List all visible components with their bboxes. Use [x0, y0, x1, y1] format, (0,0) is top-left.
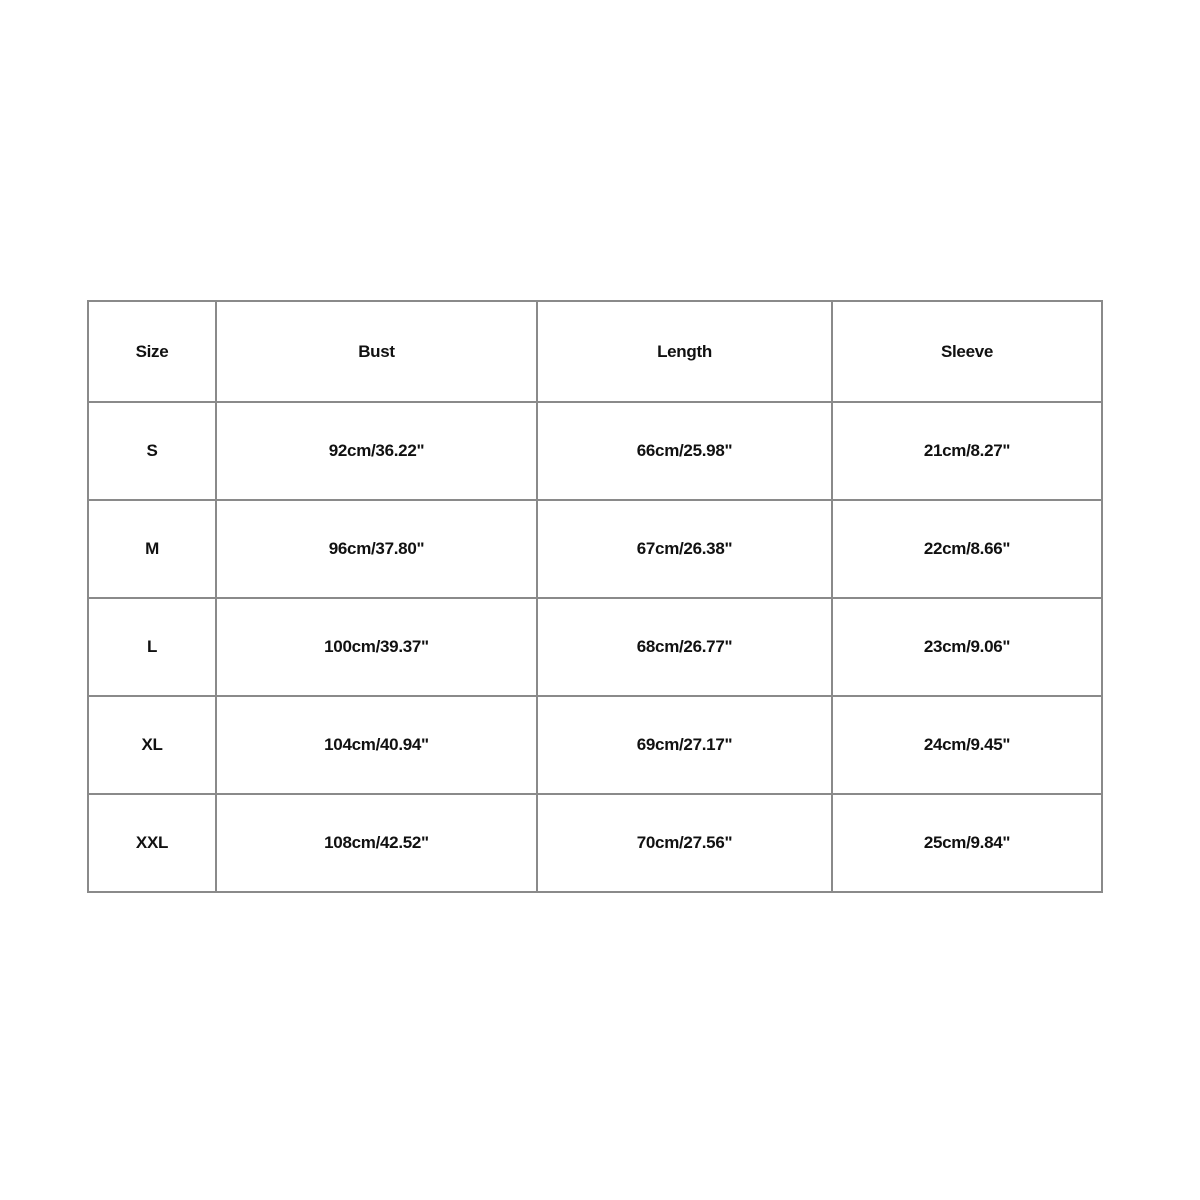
cell-sleeve: 24cm/9.45": [832, 696, 1102, 794]
table-row: [88, 500, 1102, 598]
cell-bust: 108cm/42.52": [216, 794, 537, 892]
cell-length: 70cm/27.56": [537, 794, 832, 892]
cell-size: M: [88, 500, 216, 598]
table-row: [88, 598, 1102, 696]
cell-size: S: [88, 402, 216, 500]
table-row: [88, 696, 1102, 794]
cell-size: XL: [88, 696, 216, 794]
cell-sleeve: 22cm/8.66": [832, 500, 1102, 598]
cell-bust: 92cm/36.22": [216, 402, 537, 500]
cell-bust: 96cm/37.80": [216, 500, 537, 598]
cell-sleeve: 23cm/9.06": [832, 598, 1102, 696]
cell-sleeve: 25cm/9.84": [832, 794, 1102, 892]
cell-length: 68cm/26.77": [537, 598, 832, 696]
cell-bust: 100cm/39.37": [216, 598, 537, 696]
cell-length: 66cm/25.98": [537, 402, 832, 500]
header-length: Length: [537, 301, 832, 402]
cell-size: L: [88, 598, 216, 696]
table-header-row: [88, 301, 1102, 402]
size-chart-table: [87, 300, 1103, 893]
cell-length: 69cm/27.17": [537, 696, 832, 794]
header-sleeve: Sleeve: [832, 301, 1102, 402]
header-size: Size: [88, 301, 216, 402]
table-row: [88, 402, 1102, 500]
cell-length: 67cm/26.38": [537, 500, 832, 598]
cell-bust: 104cm/40.94": [216, 696, 537, 794]
header-bust: Bust: [216, 301, 537, 402]
cell-size: XXL: [88, 794, 216, 892]
cell-sleeve: 21cm/8.27": [832, 402, 1102, 500]
table-row: [88, 794, 1102, 892]
